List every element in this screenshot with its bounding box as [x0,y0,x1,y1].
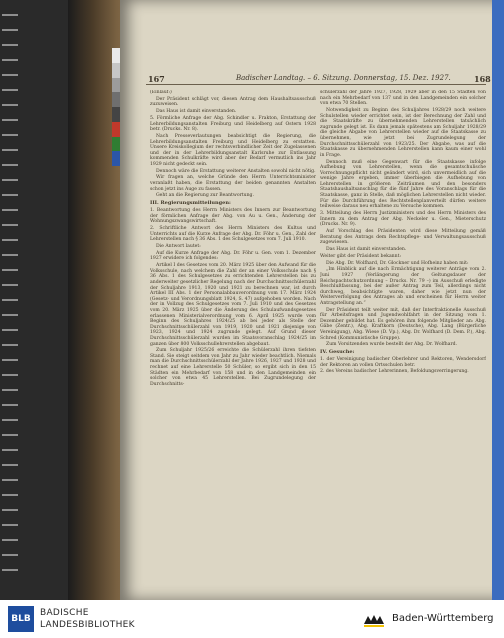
calibration-swatch [112,122,120,137]
paragraph: 2. des Vereins badischer Lehrerinnen, Befoldungsverringerung. [320,369,469,375]
thumbnail-tick[interactable] [2,239,18,241]
thumbnail-tick[interactable] [2,524,18,526]
paragraph: Artikel I des Gesetzes vom 20. März 1925 über den Aufwand für die Volksschule, nach welchem die Zahl der an einer Volksschule nach § 36 Abs. 1 des Schulgesetzes zu errichtenden Lehrerstellen bis zu anderweiter gesetzlicher Regelung nach der Durchschnittsschülerzahl der Schuljahre 1913, 1920 und 1921 zu berechnen war, ist durch Artikel III Abs. 1 der Personalabbauverordnung vom 17. März 1924 (Gesetz- und Verordnungsblatt 1924, S. 47) aufgehoben worden. Nach der in Vollzug des Schulgesetzes vom 7. Juli 1910 und des Gesetzes vom 20. März 1925 über die Änderung des Schulaufwandsgesetzes erlassenen Ministerialverordnung vom 6. April 1925 wurde vom Beginn des Schuljahres 1924/25 ab bei jeder als Stelle der Durchschnittsschülerzahl von 1919, 1920 und 1921 diejenige von 1923, 1924 und 1924 zugrunde gelegt. Auf Grund dieser Durchschnittsschülerzahl wurden im Staatsvoranschlag 1924/25 im ganzen über 800 Volksschullehrerstellen abgebaut. [150,263,316,347]
blb-logo[interactable]: BLB [8,606,34,632]
thumbnail-tick[interactable] [2,44,18,46]
paragraph: 3. Mitteilung des Herrn Justizministers und des Herrn Ministers des Innern zu dem Antrag der Abg. Neckeler u. Gen., Mieterschutz (Drucks. Nr. 9). [320,211,486,228]
thumbnail-tick[interactable] [2,554,18,556]
calibration-swatch [112,151,120,166]
baden-wuerttemberg-emblem-icon [362,612,386,628]
thumbnail-tick[interactable] [2,269,18,271]
thumbnail-tick[interactable] [2,344,18,346]
library-name-line-1: BADISCHE [40,608,89,618]
footer-bar [0,600,504,638]
paragraph: Der Präsident teilt weiter mit, daß der Interfraktionelle Ausschuß für Arbeitsfragen und Jugendwohlfahrt in der Sitzung vom 1. Dezember gebildet hat. Es gehören ihm folgende Mitglieder an: Abg. Gäbe (Zentr.), Abg. Kraftkorn (Deutsche), Abg. Lang (Bürgerliche Vereinigung), Abg. Wiese (D. Vp.), Abg. Dr. Wolfhard (D. Dem. P.), Abg. Schred (Kommunistische Gruppe). [320,307,486,341]
thumbnail-tick[interactable] [2,209,18,211]
thumbnail-tick[interactable] [2,509,18,511]
paragraph: Weiter gibt der Präsident bekannt: [320,253,401,259]
paragraph: Zum Vorsitzenden wurde bestellt der Abg. Dr. Wolfhard. [326,342,458,348]
library-name-line-2: LANDESBIBLIOTHEK [40,620,135,630]
calibration-swatch [112,48,120,63]
thumbnail-tick[interactable] [2,149,18,151]
text-column-right [320,90,486,590]
library-name[interactable] [40,607,135,631]
thumbnail-tick[interactable] [2,254,18,256]
running-title: Badischer Landtag. – 6. Sitzung. Donnerstag, 15. Dez. 1927. [236,74,451,82]
paragraph: 5. Förmliche Anfrage der Abg. Schindler u. Frakton, Erstattung der Lehrerbildungsanstalten Freiburg und Heidelberg auf Ostern 1928 betr. (Drucks. Nr. 8). [150,115,316,133]
thumbnail-tick[interactable] [2,569,18,571]
section-heading: III. Regierungsmitteilungen: [150,200,231,206]
thumbnail-tick[interactable] [2,14,18,16]
paragraph: Zum Schuljahr 1925/26 erreichte die Schülerzahl ihren tiefsten Stand. Sie steigt seitdem von Jahr zu Jahr wieder beachtlich. Niemals man die Durchschnittsschülerzahl der Jahre 1926, 1927 und 1928 und rechnet auf eine Lehrerstelle 50 Schüler, so ergibt sich in den 15 Städten ein Mehrbedarf von 158 und in den Landgemeinden ein solcher von etwa 45 Lehrerstellen. Bei Zugrundelegung der Durchschnitts- [150,348,316,387]
thumbnail-tick[interactable] [2,494,18,496]
thumbnail-tick[interactable] [2,419,18,421]
paragraph: Auf die Kurze Anfrage der Abg. Dr. Föhr u. Gen. vom 1. Dezember 1927 erwidere ich folgendes: [150,250,316,262]
thumbnail-tick[interactable] [2,89,18,91]
calibration-swatch [112,63,120,78]
paragraph: schülerzahl der Jahre 1927, 1928, 1929 aber in den 15 Städten von nach ein Mehrbedarf von 137 und in den Landgemeinden ein solcher von etwa 70 Stellen. [320,90,486,107]
text-column-left [150,90,316,590]
thumbnail-tick[interactable] [2,449,18,451]
paragraph: Das Haus ist damit einverstanden. [156,109,237,115]
page-number-left: 167 [148,74,165,84]
calibration-swatch [112,107,120,122]
color-calibration-bar [112,48,120,166]
paragraph: „Im Hinblick auf die nach Ermächtigung weiterer Anträge vom 2. Juni 1927 (Verlängerung der Geltungsdauer der Reichspachtschutzordnung – Drucks. Nr. 79 –) im Ausschuß erledigte Beschlußfassung, bei der außer Antrag zum Teil, allerdings nicht durchweg, beabsichtigte waren, daher wie jetzt nun der Weiterverfolgung des Antrages ab und erscheinen für Herrn weiter Antragstellung an.“ [320,267,486,306]
paragraph: Dennoch muß eine Gegenwart für die Staatskasse infolge Aufhebung von Lehrerstellen, wenn die gesamtschulische Vorrechnungspflicht nicht geändert wird, sich unvermeidlich auf die wenige Jahre ergeben, immer überbiegen die Aufhebung von Lehrerstellen in größeren Zeiträumen und den besonders Staatshaushaltsanschlag für die fünf Jahre des Voranschlags für die Staatskasse, ganz in Stelle, daß möglichen Lehrerstellen nicht wieder. Für die Durchführung des Rechtstellenplanverteilt dürfen weitere teilweise daraus neu erhaltene zu Versuche kommen. [320,159,486,210]
thumbnail-tick[interactable] [2,134,18,136]
paragraph: 1. der Vereinigung badischer Oberlehrer und Rektoren, Wendersdorf der Rektoren an vollen Ortsschulen betr. [320,357,486,368]
thumbnail-tick[interactable] [2,479,18,481]
thumbnail-tick[interactable] [2,329,18,331]
thumbnail-tick[interactable] [2,224,18,226]
thumbnail-tick[interactable] [2,374,18,376]
page-number-right: 168 [474,74,491,84]
calibration-swatch [112,137,120,152]
paragraph: Wir fragen an, welche Gründe den Herrn Unterrichtsminister veranlaßt haben, die Erstattung der beiden genannten Anstalten schon jetzt ins Auge zu fassen. [150,175,316,192]
page-edge-strip [492,0,504,600]
thumbnail-strip[interactable] [0,0,20,600]
paragraph: Das Haus ist damit einverstanden. [326,246,407,252]
paragraph: Die Antwort lautet: [156,244,201,250]
calibration-swatch [112,78,120,93]
thumbnail-tick[interactable] [2,404,18,406]
thumbnail-tick[interactable] [2,434,18,436]
thumbnail-tick[interactable] [2,464,18,466]
paragraph: Die Abg. Dr. Wolfhard, Dr. Glockner und Hofheinz haben mit: [326,260,469,266]
paragraph: Nach Presseverlautungen beabsichtigt die Regierung, die Lehrerbildungsanstalten Freiburg und Heidelberg zu erstatten. Unsere Kreiskollegium der rechtsverbindlicher Zeit der Zugelassenen und der in der Lehrerbildungsanstalt Karlsruhe zur Entlassung kommenden Schulkräfte wird aber der Bedarf vermutlich ins Jahr 1929 nicht gedeckt sein. [150,133,316,167]
thumbnail-tick[interactable] [2,74,18,76]
paragraph: Geht an die Regierung zur Beantwortung. [156,193,254,199]
paragraph: 1. Beantwortung des Herrn Ministers des Innern zur Beantwortung der förmlichen Anfrage der Abg. von Au u. Gen., Änderung der Wohnungszwangswirtschaft. [150,208,316,225]
paragraph: Der Präsident schlägt vor, diesen Antrag dem Haushaltsausschuß zuzuweisen. [150,96,316,108]
paragraph: 2. Schriftliche Antwort des Herrn Ministers des Kultus und Unterrichts auf die Kurze Anfrage der Abg. Dr. Föhr u. Gen., Zahl der Lehrerstellen nach § 36 Abs. 1 des Schulgesetzes vom 7. Juli 1910. [150,226,316,243]
thumbnail-tick[interactable] [2,539,18,541]
thumbnail-tick[interactable] [2,299,18,301]
thumbnail-tick[interactable] [2,389,18,391]
thumbnail-tick[interactable] [2,119,18,121]
thumbnail-tick[interactable] [2,29,18,31]
paragraph: Dennoch wäre die Erstattung weiterer Anstalten sowohl nicht nötig. [156,168,316,174]
thumbnail-tick[interactable] [2,284,18,286]
header-rule [146,84,486,85]
thumbnail-tick[interactable] [2,164,18,166]
thumbnail-tick[interactable] [2,104,18,106]
thumbnail-tick[interactable] [2,59,18,61]
thumbnail-tick[interactable] [2,314,18,316]
paragraph: Auf Vorschlag des Präsidenten wird diese Mitteilung gemäß Beratung des Antrags dem Rechtspflege- und Verwaltungsausschuß zugewiesen. [320,229,486,246]
calibration-swatch [112,92,120,107]
thumbnail-tick[interactable] [2,194,18,196]
thumbnail-tick[interactable] [2,179,18,181]
thumbnail-tick[interactable] [2,359,18,361]
section-heading: IV. Gesuche: [320,349,355,355]
paragraph: (Einlauf:) [150,90,172,95]
paragraph: Notwendigkeit zu Beginn des Schuljahres 1928/29 noch weitere Schulstellen wieder errichtet sein, ist der Berechnung der Zahl und die Staatskräfte zu übernehmenden Lehrerstellen tatsächlich zugrunde gelegt ist. Es dann jemals spätestens am Schuljahr 1928/29 die gleiche Abgabe von Lehrerstellen wieder auf die Staatskasse zu übernehmen, wie jetzt bei Zugrundelegung der Durchschnittsschülerzahl von 1923/25. Der Abgabe, was auf die Staatskasse zu übernehmenden Lehrerstellen kann kaum einer wohl in Frage. [320,107,486,158]
state-name[interactable]: Baden-Württemberg [392,613,494,624]
